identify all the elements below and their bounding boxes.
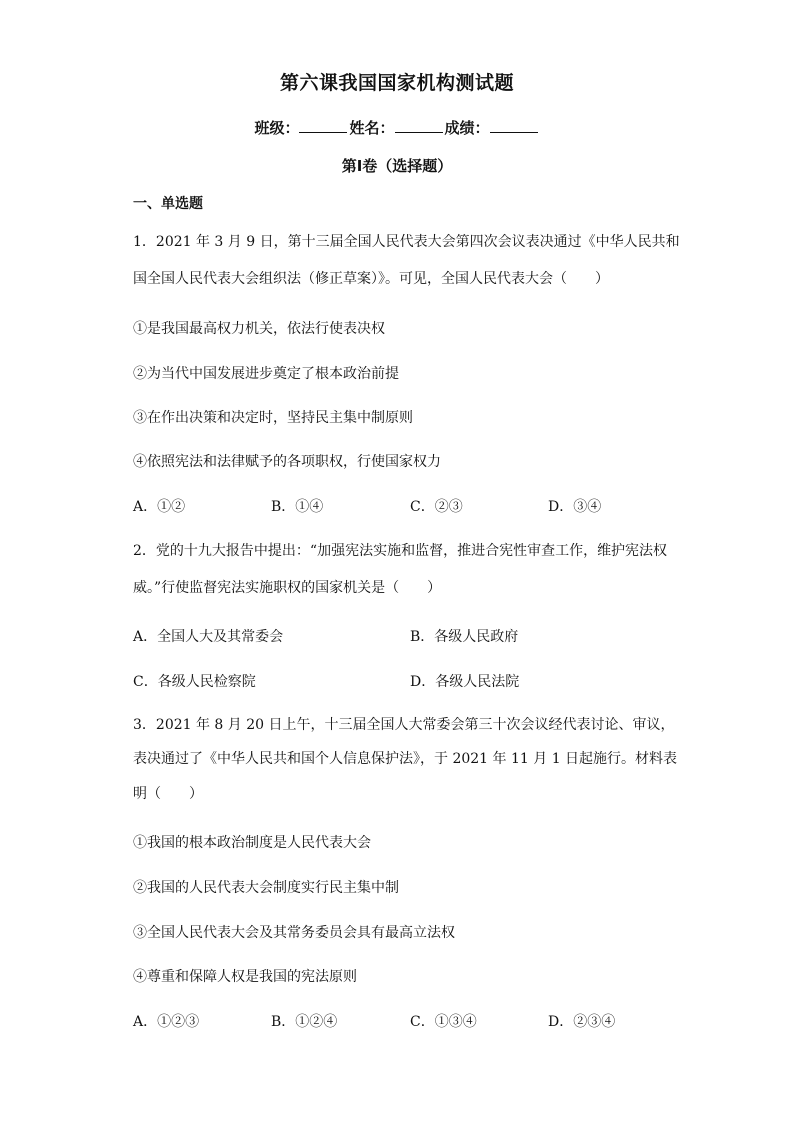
question-1-option-c[interactable]: C．②③ bbox=[410, 499, 463, 515]
question-2-option-a[interactable]: A．全国人大及其常委会 bbox=[133, 629, 284, 645]
question-3-option-c[interactable]: C．①③④ bbox=[410, 1014, 477, 1030]
question-3-statement-4: ④尊重和保障人权是我国的宪法原则 bbox=[133, 969, 357, 985]
question-1-stem-line-1: 1．2021 年 3 月 9 日，第十三届全国人民代表大会第四次会议表决通过《中华人民共和 bbox=[133, 234, 680, 250]
question-1-stem-line-2: 国全国人民代表大会组织法（修正草案）》。可见，全国人民代表大会（ ） bbox=[133, 271, 609, 287]
question-3-stem-line-1: 3．2021 年 8 月 20 日上午，十三届全国人大常委会第三十次会议经代表讨论、审议， bbox=[133, 717, 675, 733]
question-1-statement-2: ②为当代中国发展进步奠定了根本政治前提 bbox=[133, 366, 399, 382]
question-3-option-d[interactable]: D．②③④ bbox=[548, 1014, 616, 1030]
question-2-option-c[interactable]: C．各级人民检察院 bbox=[133, 674, 256, 690]
question-3-statement-1: ①我国的根本政治制度是人民代表大会 bbox=[133, 835, 371, 851]
score-blank bbox=[490, 118, 538, 133]
question-1-statement-1: ①是我国最高权力机关，依法行使表决权 bbox=[133, 321, 385, 337]
question-2-stem-line-2: 威。”行使监督宪法实施职权的国家机关是（ ） bbox=[133, 580, 442, 596]
student-info-row bbox=[0, 117, 794, 138]
name-label: 姓名： bbox=[349, 119, 395, 137]
question-1-option-a[interactable]: A．①② bbox=[133, 499, 186, 515]
question-1-option-d[interactable]: D．③④ bbox=[548, 499, 602, 515]
question-3-statement-3: ③全国人民代表大会及其常务委员会具有最高立法权 bbox=[133, 925, 455, 941]
question-1-option-b[interactable]: B．①④ bbox=[271, 499, 324, 515]
question-2-stem-line-1: 2．党的十九大报告中提出：“加强宪法实施和监督，推进合宪性审查工作，维护宪法权 bbox=[133, 543, 668, 559]
section-title: 一、单选题 bbox=[133, 196, 203, 212]
question-1-statement-4: ④依照宪法和法律赋予的各项职权，行使国家权力 bbox=[133, 454, 441, 470]
question-2-option-b[interactable]: B．各级人民政府 bbox=[410, 629, 519, 645]
question-3-stem-line-2: 表决通过了《中华人民共和国个人信息保护法》，于 2021 年 11 月 1 日起施行。材料表 bbox=[133, 751, 678, 767]
volume-title: 第I卷（选择题） bbox=[341, 157, 453, 175]
question-3-option-a[interactable]: A．①②③ bbox=[133, 1014, 200, 1030]
question-3-stem-line-3: 明（ ） bbox=[133, 786, 203, 802]
class-label: 班级： bbox=[254, 119, 300, 137]
score-label: 成绩： bbox=[444, 119, 490, 137]
name-blank bbox=[395, 118, 443, 133]
class-blank bbox=[299, 118, 347, 133]
question-3-option-b[interactable]: B．①②④ bbox=[271, 1014, 338, 1030]
question-1-statement-3: ③在作出决策和决定时，坚持民主集中制原则 bbox=[133, 410, 413, 426]
page-title: 第六课我国国家机构测试题 bbox=[279, 72, 514, 94]
question-2-option-d[interactable]: D．各级人民法院 bbox=[410, 674, 520, 690]
question-3-statement-2: ②我国的人民代表大会制度实行民主集中制 bbox=[133, 880, 399, 896]
